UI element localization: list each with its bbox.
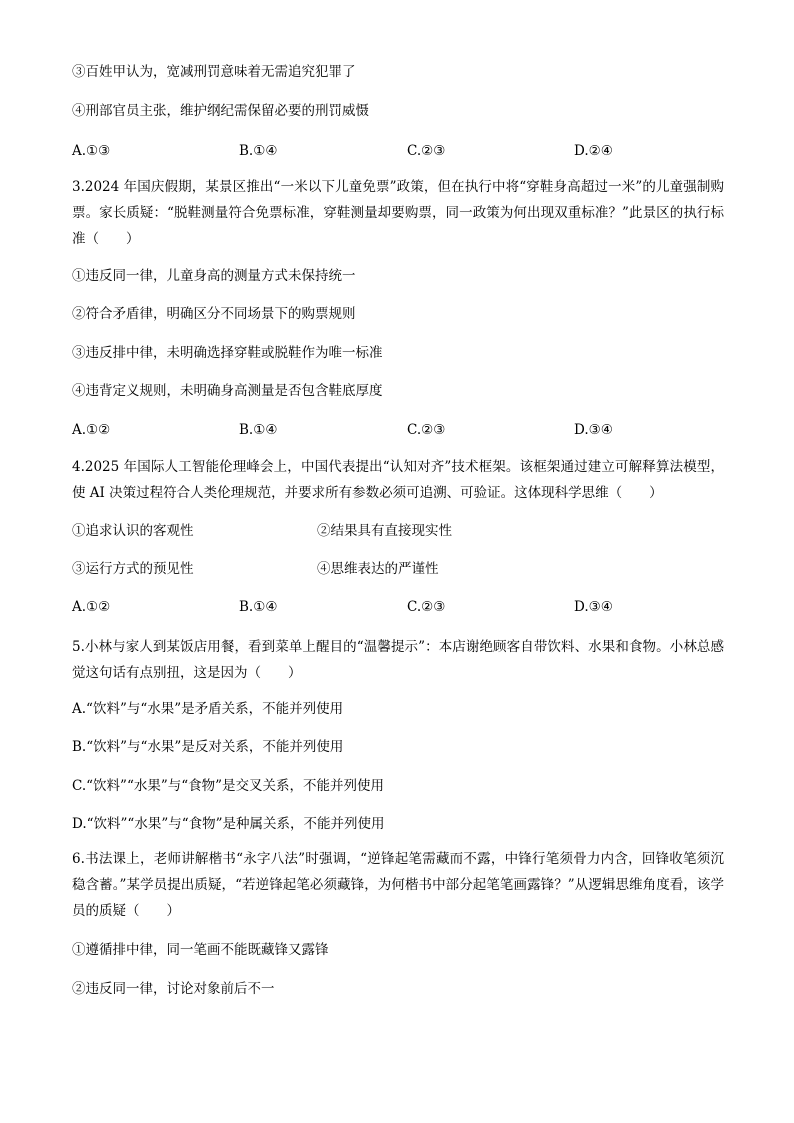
q3-statement-2: ②符合矛盾律，明确区分不同场景下的购票规则 — [72, 306, 356, 322]
q3-stem: 3.2024 年国庆假期，某景区推出“一米以下儿童免票”政策，但在执行中将“穿鞋身高超过一米”的儿童强制购票。家长质疑：“脱鞋测量符合免票标准，穿鞋测量却要购票，同一政策为何出现双重标准？”此景区的执行标准（ ） — [72, 179, 724, 247]
q4-statement-3: ③运行方式的预见性 — [72, 561, 194, 577]
q3-option-d: D.③④ — [574, 422, 613, 438]
q2-option-a: A.①③ — [72, 143, 111, 159]
q3-statement-4: ④违背定义规则，未明确身高测量是否包含鞋底厚度 — [72, 383, 383, 399]
q3-options — [72, 420, 632, 440]
q4-options — [72, 597, 632, 617]
q6-stem: 6.书法课上，老师讲解楷书“永字八法”时强调，“逆锋起笔需藏而不露，中锋行笔须骨力内含，回锋收笔须沉稳含蓄。”某学员提出质疑，“若逆锋起笔必须藏锋，为何楷书中部分起笔笔画露锋？”从逻辑思维角度看，该学员的质疑（ ） — [72, 851, 724, 919]
q4-statement-1: ①追求认识的客观性 — [72, 523, 194, 539]
q2-option-c: C.②③ — [407, 143, 446, 159]
q4-statement-4: ④思维表达的严谨性 — [317, 561, 439, 577]
q2-statement-3: ③百姓甲认为，宽减刑罚意味着无需追究犯罪了 — [72, 64, 356, 80]
q6-statement-2: ②违反同一律，讨论对象前后不一 — [72, 981, 275, 997]
q3-option-b: B.①④ — [239, 422, 278, 438]
q5-option-b: B.“饮料”与“水果”是反对关系，不能并列使用 — [72, 739, 344, 755]
q2-option-b: B.①④ — [239, 143, 278, 159]
q2-statement-4: ④刑部官员主张，维护纲纪需保留必要的刑罚威慑 — [72, 103, 369, 119]
q4-option-c: C.②③ — [407, 599, 446, 615]
q4-statement-2: ②结果具有直接现实性 — [317, 523, 452, 539]
q2-options — [72, 141, 632, 161]
q5-option-a: A.“饮料”与“水果”是矛盾关系，不能并列使用 — [72, 701, 344, 717]
q4-option-a: A.①② — [72, 599, 111, 615]
q2-option-d: D.②④ — [574, 143, 613, 159]
q5-option-c: C.“饮料”“水果”与“食物”是交叉关系，不能并列使用 — [72, 778, 385, 794]
q6-statement-1: ①遵循排中律，同一笔画不能既藏锋又露锋 — [72, 942, 329, 958]
q5-stem: 5.小林与家人到某饭店用餐，看到菜单上醒目的“温馨提示”：本店谢绝顾客自带饮料、水果和食物。小林总感觉这句话有点别扭，这是因为（ ） — [72, 639, 724, 681]
q3-option-c: C.②③ — [407, 422, 446, 438]
q4-statements-row-1 — [72, 521, 572, 541]
q4-option-b: B.①④ — [239, 599, 278, 615]
q3-statement-1: ①违反同一律，儿童身高的测量方式未保持统一 — [72, 268, 356, 284]
q4-statements-row-2 — [72, 559, 572, 579]
q3-option-a: A.①② — [72, 422, 111, 438]
q3-statement-3: ③违反排中律，未明确选择穿鞋或脱鞋作为唯一标准 — [72, 345, 383, 361]
q4-stem: 4.2025 年国际人工智能伦理峰会上，中国代表提出“认知对齐”技术框架。该框架通过建立可解释算法模型，使 AI 决策过程符合人类伦理规范，并要求所有参数必须可追溯、可验证。这体现科学思维（ ） — [72, 459, 724, 501]
q5-option-d: D.“饮料”“水果”与“食物”是种属关系，不能并列使用 — [72, 816, 385, 832]
q4-option-d: D.③④ — [574, 599, 613, 615]
